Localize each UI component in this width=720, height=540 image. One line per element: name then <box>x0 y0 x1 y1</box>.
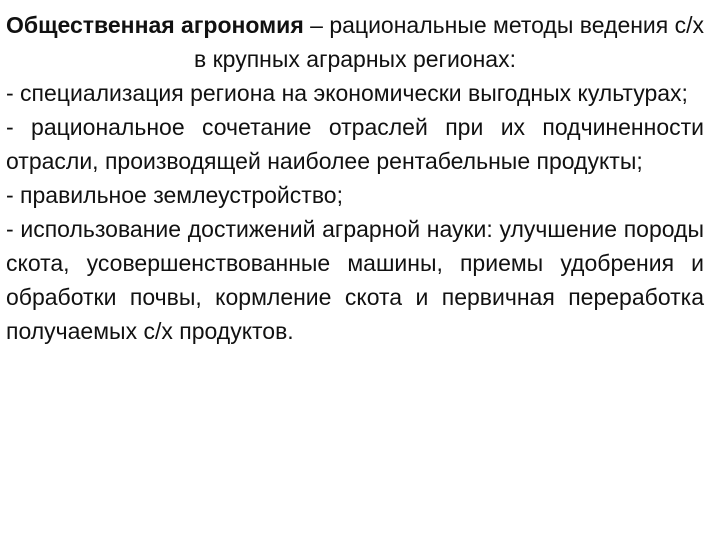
list-item-specialization: - специализация региона на экономически выгодных культурах; <box>6 80 688 106</box>
heading <box>6 8 704 76</box>
list-item-agrarian-science: - использование достижений аграрной науки: улучшение породы скота, усовершенствованные машины, приемы удобрения и обработки почвы, кормление скота и первичная переработка получаемых с/х продуктов. <box>6 216 704 344</box>
list-item-branch-combination: - рациональное сочетание отраслей при их подчиненности отрасли, производящей наиболее рентабельные продукты; <box>6 114 704 174</box>
text-block <box>6 8 704 348</box>
list-item-land-management: - правильное землеустройство; <box>6 182 343 208</box>
heading-term: Общественная агрономия <box>6 12 304 38</box>
heading-definition: – рациональные методы ведения с/х в крупных аграрных регионах: <box>194 12 705 72</box>
